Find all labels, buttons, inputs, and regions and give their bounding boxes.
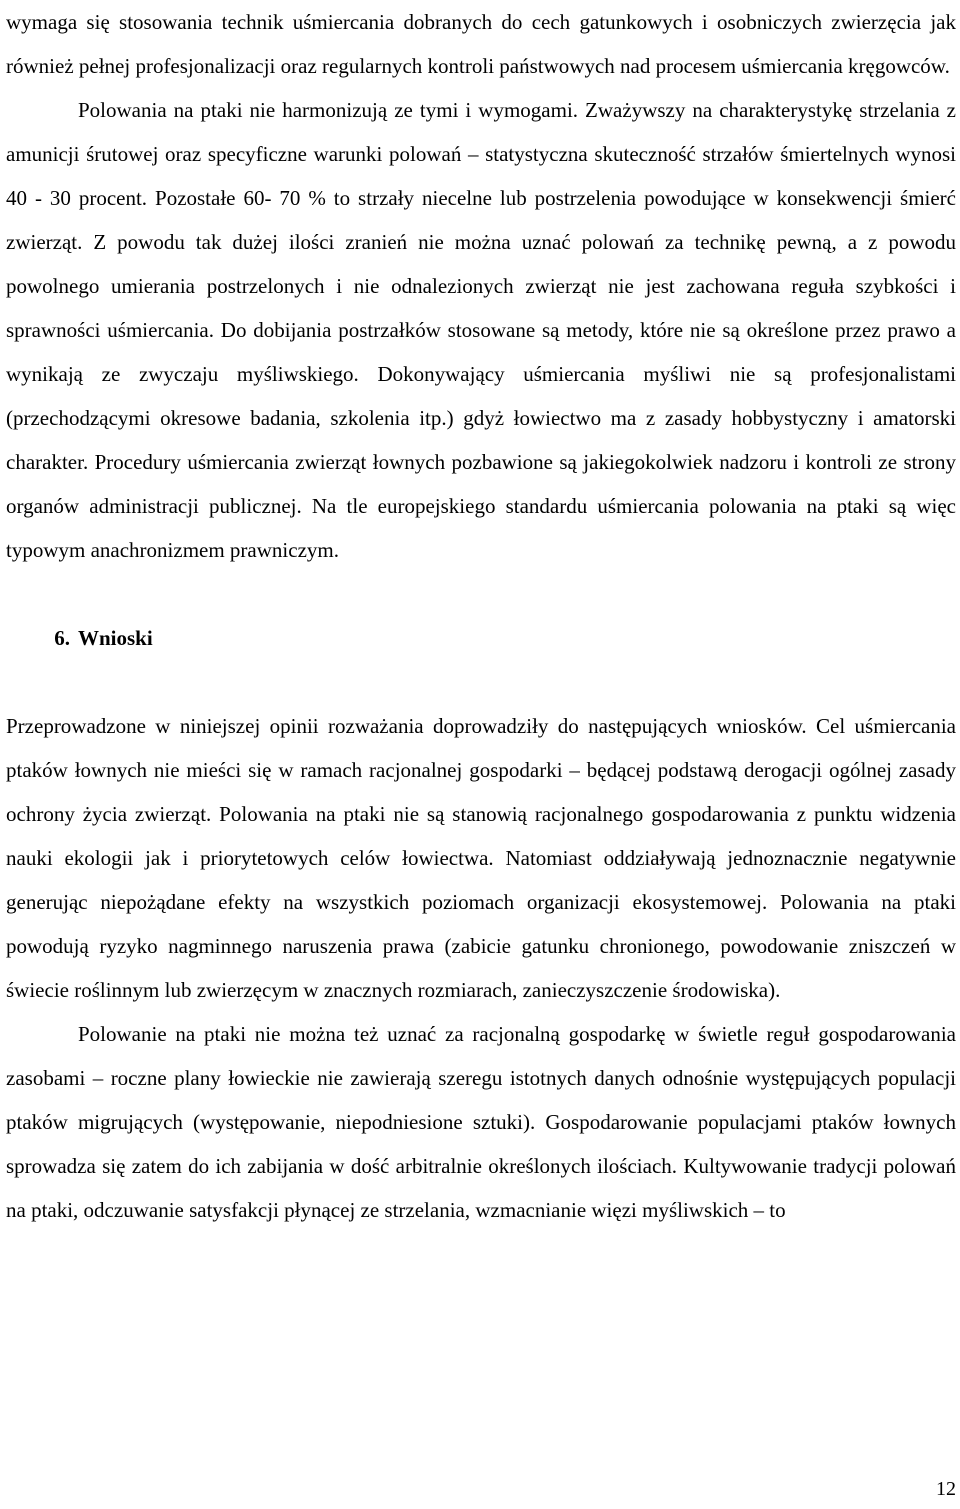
paragraph-continued: wymaga się stosowania technik uśmiercania dobranych do cech gatunkowych i osobniczych zwierzęcia jak również pełnej profesjonalizacji oraz regularnych kontroli państwowych nad procesem uśmiercania kręgowców. <box>6 10 956 78</box>
spacer <box>6 572 956 616</box>
page-number: 12 <box>936 1478 956 1500</box>
paragraph-conclusions: Przeprowadzone w niniejszej opinii rozważania doprowadziły do następujących wniosków. Cel uśmiercania ptaków łownych nie mieści się w ramach racjonalnej gospodarki – będącej podstawą derogacji ogólnej zasady ochrony życia zwierząt. Polowania na ptaki nie są stanowią racjonalnego gospodarowania z punktu widzenia nauki ekologii jak i priorytetowych celów łowiectwa. Natomiast oddziaływają jednoznacznie negatywnie generując niepożądane efekty na wszystkich poziomach organizacji ekosystemowej. Polowania na ptaki powodują ryzyko nagminnego naruszenia prawa (zabicie gatunku chronionego, powodowanie zniszczeń w świecie roślinnym lub zwierzęcym w znacznych rozmiarach, zanieczyszczenie środowiska). <box>6 714 956 1002</box>
paragraph-management: Polowanie na ptaki nie można też uznać za racjonalną gospodarkę w świetle reguł gospodarowania zasobami – roczne plany łowieckie nie zawierają szeregu istotnych danych odnośnie występujących populacji ptaków migrujących (występowanie, niepodniesione sztuki). Gospodarowanie populacjami ptaków łownych sprowadza się zatem do ich zabijania w dość arbitralnie określonych ilościach. Kultywowanie tradycji polowań na ptaki, odczuwanie satysfakcji płynącej ze strzelania, wzmacnianie więzi myśliwskich – to <box>6 1022 956 1222</box>
paragraph-hunting-methods: Polowania na ptaki nie harmonizują ze tymi i wymogami. Zważywszy na charakterystykę strzelania z amunicji śrutowej oraz specyficzne warunki polowań – statystyczna skuteczność strzałów śmiertelnych wynosi 40 - 30 procent. Pozostałe 60- 70 % to strzały niecelne lub postrzelenia powodujące w konsekwencji śmierć zwierząt. Z powodu tak dużej ilości zranień nie można uznać polowań za technikę pewną, a z powodu powolnego umierania postrzelonych i nie odnalezionych zwierząt nie jest zachowana reguła szybkości i sprawności uśmiercania. Do dobijania postrzałków stosowane są metody, które nie są określone przez prawo a wynikają ze zwyczaju myśliwskiego. Dokonywający uśmiercania myśliwi nie są profesjonalistami (przechodzącymi okresowe badania, szkolenia itp.) gdyż łowiectwo ma z zasady hobbystyczny i amatorski charakter. Procedury uśmiercania zwierząt łownych pozbawione są jakiegokolwiek nadzoru i kontroli ze strony organów administracji publicznej. Na tle europejskiego standardu uśmiercania polowania na ptaki są więc typowym anachronizmem prawniczym. <box>6 98 956 562</box>
section-heading <box>6 616 956 660</box>
section-title: Wnioski <box>78 626 153 650</box>
document-page <box>6 0 956 1232</box>
section-number: 6. <box>54 626 70 650</box>
spacer <box>6 660 956 704</box>
